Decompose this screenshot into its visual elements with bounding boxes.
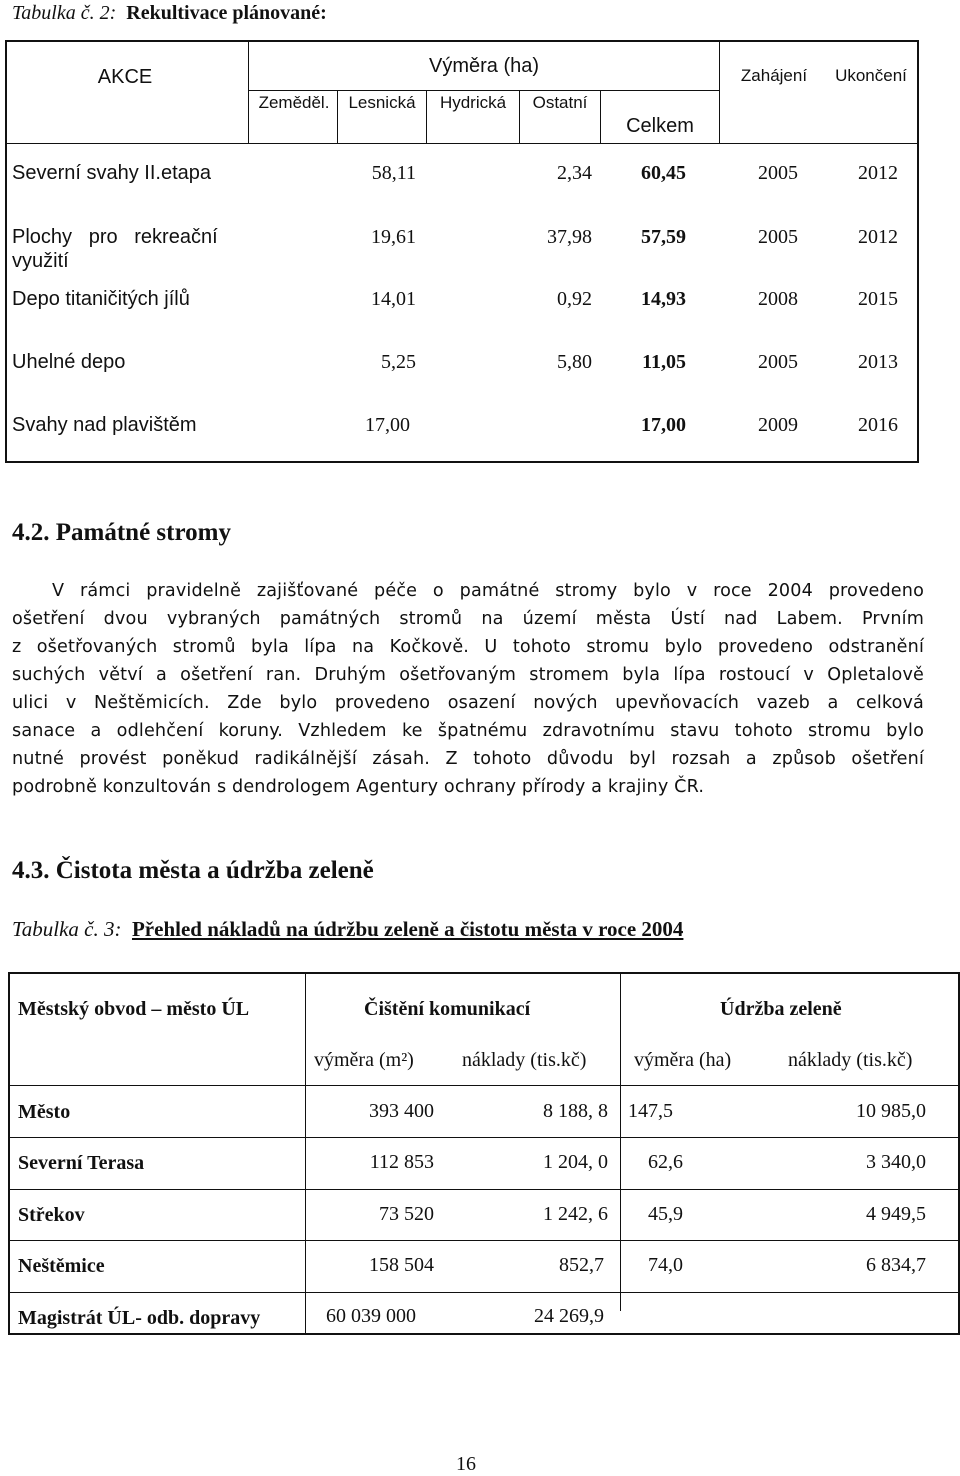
table3-row-divider: [8, 1189, 960, 1190]
table2-header-zahajeni: Zahájení: [740, 66, 808, 85]
row-value: 158 504: [369, 1254, 434, 1276]
row-value: 6 834,7: [866, 1254, 926, 1276]
table2-header-ostatni: Ostatní: [532, 93, 588, 112]
row-value: 17,00: [365, 414, 410, 436]
row-total: 17,00: [641, 414, 686, 436]
row-value: 10 985,0: [856, 1100, 926, 1122]
section-heading-4-3: 4.3. Čistota města a údržba zeleně: [12, 857, 374, 884]
table2-header-bottom: [5, 143, 919, 144]
table3-caption: [12, 917, 683, 942]
row-end: 2015: [858, 288, 898, 310]
section42-paragraph: [12, 577, 924, 801]
row-start: 2005: [758, 226, 798, 248]
row-value: 45,9: [648, 1203, 683, 1225]
row-start: 2005: [758, 162, 798, 184]
row-total: 14,93: [641, 288, 686, 310]
table3-header-naklady1: náklady (tis.kč): [462, 1049, 587, 1071]
row-start: 2009: [758, 414, 798, 436]
row-end: 2012: [858, 226, 898, 248]
table3-caption-label: Tabulka č. 3:: [12, 917, 122, 941]
table2-header-celkem: Celkem: [626, 115, 694, 137]
table2-divider: [248, 40, 249, 143]
row-total: 57,59: [641, 226, 686, 248]
table3-header-obvod: Městský obvod – město ÚL: [18, 998, 250, 1020]
row-value: 60 039 000: [326, 1305, 416, 1327]
paragraph-line: suchých větví a ošetření ran. Druhým ošetřovaným stromem byla lípa rostoucí v Opletalově: [12, 665, 924, 685]
table3-divider: [620, 972, 621, 1311]
table2-caption: [12, 2, 327, 25]
page-number: 16: [456, 1453, 476, 1475]
table2-header-vymera: Výměra (ha): [428, 55, 540, 77]
row-name-cont: využití: [12, 250, 69, 272]
row-name: Magistrát ÚL- odb. dopravy: [18, 1307, 261, 1329]
table3-row-divider: [8, 1137, 960, 1138]
row-name: Svahy nad plavištěm: [12, 414, 197, 436]
row-value: 0,92: [557, 288, 592, 310]
row-name: Uhelné depo: [12, 351, 126, 373]
paragraph-line: ošetření dvou vybraných památných stromů na území města Ústí nad Labem. Prvním: [12, 609, 924, 629]
row-value: 8 188, 8: [543, 1100, 608, 1122]
row-name: Střekov: [18, 1204, 85, 1226]
row-start: 2008: [758, 288, 798, 310]
row-total: 11,05: [642, 351, 686, 373]
table2-caption-label: Tabulka č. 2:: [12, 2, 117, 24]
table2-divider: [719, 40, 720, 143]
table3-header-vymera-ha: výměra (ha): [634, 1049, 732, 1071]
row-value: 4 949,5: [866, 1203, 926, 1225]
row-name: Severní Terasa: [18, 1152, 145, 1174]
row-value: 2,34: [557, 162, 592, 184]
row-value: 1 242, 6: [543, 1203, 608, 1225]
row-name: Neštěmice: [18, 1255, 105, 1277]
row-value: 147,5: [628, 1100, 673, 1122]
row-name: Severní svahy II.etapa: [12, 162, 212, 184]
row-name: Depo titaničitých jílů: [12, 288, 190, 310]
table3-row-divider: [8, 1240, 960, 1241]
row-value: 19,61: [371, 226, 416, 248]
table2-header-zemedel: Zeměděl.: [258, 93, 330, 112]
paragraph-line: V rámci pravidelně zajišťované péče o památné stromy bylo v roce 2004 provedeno: [52, 581, 924, 601]
table2-header-hydricka: Hydrická: [439, 93, 507, 112]
row-value: 1 204, 0: [543, 1151, 608, 1173]
table3-header-cisteni: Čištění komunikací: [364, 998, 531, 1020]
section-heading-4-2: 4.2. Památné stromy: [12, 519, 231, 546]
row-value: 5,25: [381, 351, 416, 373]
row-name: Město: [18, 1101, 71, 1123]
table3-caption-title: Přehled nákladů na údržbu zeleně a čistotu města v roce 2004: [131, 917, 684, 941]
row-start: 2005: [758, 351, 798, 373]
paragraph-line: nutné provést poněkud radikálnější zásah. Z tohoto důvodu byl rozsah a způsob ošetření: [12, 749, 924, 769]
table3-header-vymera-m2: výměra (m²): [314, 1049, 414, 1071]
table3-header-bottom: [8, 1085, 960, 1086]
row-value: 393 400: [369, 1100, 434, 1122]
row-value: 58,11: [371, 162, 416, 184]
row-value: 24 269,9: [534, 1305, 604, 1327]
table2-header-akce: AKCE: [97, 66, 153, 88]
row-name: Plochy pro rekreační: [12, 226, 218, 248]
table3-header-udrzba: Údržba zeleně: [720, 998, 842, 1020]
table2-header-lesnicka: Lesnická: [348, 93, 416, 112]
row-end: 2013: [858, 351, 898, 373]
paragraph-line: z ošetřovaných stromů byla lípa na Kočkově. U tohoto stromu bylo provedeno odstranění: [12, 637, 924, 657]
table2-divider: [600, 90, 601, 143]
row-end: 2016: [858, 414, 898, 436]
table2-header-ukonceni: Ukončení: [835, 66, 907, 85]
row-end: 2012: [858, 162, 898, 184]
row-value: 14,01: [371, 288, 416, 310]
table2-divider: [248, 90, 719, 91]
table3-row-divider: [8, 1292, 960, 1293]
row-value: 5,80: [557, 351, 592, 373]
row-value: 112 853: [369, 1151, 434, 1173]
row-total: 60,45: [641, 162, 686, 184]
row-value: 73 520: [379, 1203, 434, 1225]
table3-header-naklady2: náklady (tis.kč): [788, 1049, 913, 1071]
row-value: 74,0: [648, 1254, 683, 1276]
paragraph-line: sanace a odlehčení koruny. Vzhledem ke špatnému zdravotnímu stavu tohoto stromu bylo: [12, 721, 924, 741]
paragraph-line: ulici v Neštěmicích. Zde bylo provedeno osazení nových upevňovacích vazeb a celková: [12, 693, 924, 713]
row-value: 3 340,0: [866, 1151, 926, 1173]
row-value: 852,7: [559, 1254, 604, 1276]
row-value: 37,98: [547, 226, 592, 248]
table2-caption-title: Rekultivace plánované:: [126, 2, 327, 24]
row-value: 62,6: [648, 1151, 683, 1173]
paragraph-line: podrobně konzultován s dendrologem Agentury ochrany přírody a krajiny ČR.: [12, 777, 705, 797]
